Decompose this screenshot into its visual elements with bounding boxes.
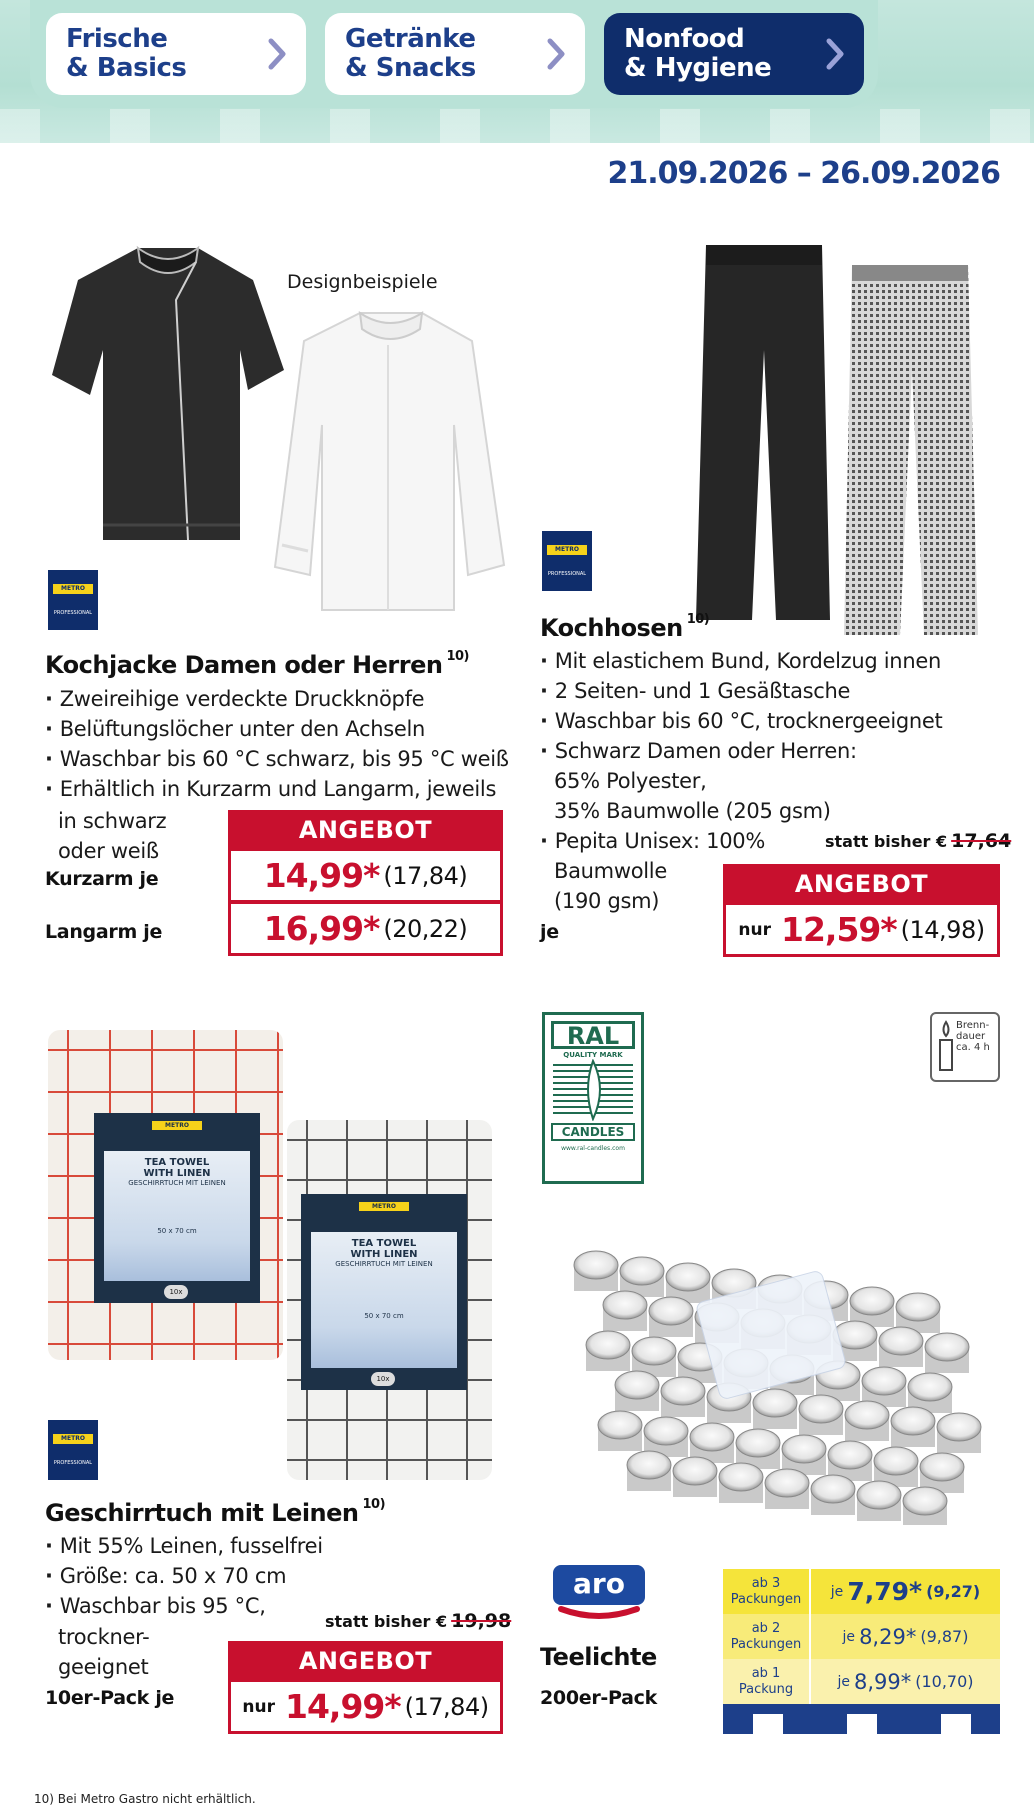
feature-item: · Größe: ca. 50 x 70 cm xyxy=(45,1561,345,1591)
feature-item: · Zweireihige verdeckte Druckknöpfe xyxy=(45,684,515,714)
feature-item: · Mit 55% Leinen, fusselfrei xyxy=(45,1531,345,1561)
je-label: je xyxy=(842,1628,856,1645)
old-price: 19,98 xyxy=(451,1610,512,1632)
nur-label: nur xyxy=(738,919,771,940)
footnote-ref: 10) xyxy=(446,649,469,664)
candle-flame-graphic xyxy=(545,1059,641,1121)
pepita-chef-pants-image xyxy=(840,260,985,640)
burn-time-text: Brenn- dauer ca. 4 h xyxy=(956,1020,990,1053)
product-title: Kochjacke Damen oder Herren xyxy=(45,651,443,679)
tab-label: Nonfood & Hygiene xyxy=(624,24,772,83)
pallet-base xyxy=(723,1704,1000,1734)
kochhosen-title xyxy=(540,614,709,642)
quantity-price-table xyxy=(723,1569,1000,1734)
feature-item: · Mit elastichem Bund, Kordelzug innen xyxy=(540,646,1010,676)
feature-item: · Waschbar bis 60 °C, trocknergeeignet xyxy=(540,706,1010,736)
metro-professional-badge xyxy=(48,1420,98,1480)
metro-logo: METRO xyxy=(359,1202,409,1211)
unit-label: 200er-Pack xyxy=(540,1687,657,1709)
professional-label: PROFESSIONAL xyxy=(547,571,587,577)
candle-icon xyxy=(936,1020,956,1074)
qty-line: ab 1 xyxy=(751,1665,781,1681)
nur-label: nur xyxy=(242,1696,275,1717)
tier-price xyxy=(809,1569,1000,1614)
tab-getraenke-snacks[interactable] xyxy=(325,13,585,95)
date-range: 21.09.2026 – 26.09.2026 xyxy=(607,156,1000,191)
ral-url: www.ral-candles.com xyxy=(561,1145,625,1152)
composition-line: 65% Polyester, xyxy=(554,769,707,793)
feature-item: · Waschbar bis 60 °C schwarz, bis 95 °C weiß xyxy=(45,744,515,774)
composition-line: 35% Baumwolle (205 gsm) xyxy=(554,799,831,823)
tier-price xyxy=(809,1659,1000,1704)
product-title: Geschirrtuch mit Leinen xyxy=(45,1499,359,1527)
tier-gross: (9,87) xyxy=(920,1627,969,1646)
langarm-label: Langarm je xyxy=(45,921,163,943)
package-count: 10x xyxy=(164,1285,188,1299)
candles-text: CANDLES xyxy=(551,1123,635,1141)
package-line: WITH LINEN xyxy=(350,1249,418,1260)
tier-gross: (10,70) xyxy=(915,1672,974,1691)
tab-frische-basics[interactable] xyxy=(46,13,306,95)
qty-line: Packungen xyxy=(730,1591,802,1607)
metro-logo: METRO xyxy=(53,1434,93,1444)
offer-header: ANGEBOT xyxy=(723,864,1000,904)
aro-logo xyxy=(553,1565,645,1621)
quality-mark-text: QUALITY MARK xyxy=(563,1051,623,1059)
footnote-ref: 10) xyxy=(362,1497,386,1512)
feature-item: · Pepita Unisex: 100% xyxy=(540,826,765,856)
tier-quantity xyxy=(723,1614,809,1659)
package-size: 50 x 70 cm xyxy=(157,1227,197,1235)
feature-continuation: oder weiß xyxy=(58,839,159,863)
tier-quantity xyxy=(723,1569,809,1614)
black-chef-pants-image xyxy=(690,240,835,625)
tab-label: Frische & Basics xyxy=(66,24,187,83)
kochjacke-features xyxy=(45,684,515,804)
tier-price-value: 8,29* xyxy=(859,1624,917,1649)
tier-price-value: 8,99* xyxy=(853,1669,912,1694)
kurzarm-price-box xyxy=(228,848,503,903)
offer-price: 16,99* xyxy=(263,909,380,948)
geschirrtuch-features xyxy=(45,1531,345,1621)
qty-line: ab 2 xyxy=(751,1620,781,1636)
pepita-continuation: (190 gsm) xyxy=(554,889,660,913)
tier-quantity xyxy=(723,1659,809,1704)
offer-header: ANGEBOT xyxy=(228,810,503,850)
chevron-right-icon xyxy=(824,36,846,72)
gross-price: (17,84) xyxy=(383,861,468,890)
gross-price: (17,84) xyxy=(404,1692,489,1721)
qty-line: ab 3 xyxy=(751,1575,781,1591)
footnote: 10) Bei Metro Gastro nicht erhältlich. xyxy=(34,1792,256,1806)
statt-label: statt bisher € xyxy=(325,1612,448,1631)
package-line: TEA TOWEL xyxy=(144,1157,210,1168)
tealights-image xyxy=(556,1225,988,1525)
package-count: 10x xyxy=(371,1372,395,1386)
package-line: TEA TOWEL xyxy=(351,1238,417,1249)
product-title: Kochhosen xyxy=(540,614,683,642)
feature-item: · 2 Seiten- und 1 Gesäßtasche xyxy=(540,676,1010,706)
feature-continuation: trockner- xyxy=(58,1625,150,1649)
gross-price: (14,98) xyxy=(900,915,985,944)
offer-price: 14,99* xyxy=(263,856,380,895)
metro-logo: METRO xyxy=(53,584,93,594)
feature-item: · Schwarz Damen oder Herren: xyxy=(540,736,1010,766)
qty-line: Packung xyxy=(738,1681,794,1697)
feature-item: · Waschbar bis 95 °C, xyxy=(45,1591,345,1621)
package-label xyxy=(311,1232,457,1368)
tea-towel-image-1 xyxy=(48,1030,283,1360)
professional-label: PROFESSIONAL xyxy=(53,1460,93,1466)
metro-logo: METRO xyxy=(152,1121,202,1130)
offer-price: 12,59* xyxy=(781,910,897,949)
black-chef-jacket-image xyxy=(48,240,288,550)
kochhosen-features xyxy=(540,646,1010,766)
qty-line: Packungen xyxy=(730,1636,802,1652)
metro-logo: METRO xyxy=(547,545,587,555)
ral-text: RAL xyxy=(551,1021,635,1049)
feature-continuation: in schwarz xyxy=(58,809,167,833)
package-size: 50 x 70 cm xyxy=(364,1312,404,1320)
unit-label: 10er-Pack je xyxy=(45,1687,175,1709)
geschirrtuch-title xyxy=(45,1499,385,1527)
ral-quality-mark-logo xyxy=(542,1012,644,1184)
towel-packaging xyxy=(94,1113,260,1303)
pepita-feature xyxy=(540,826,765,856)
tea-towel-image-2 xyxy=(287,1120,492,1480)
chevron-right-icon xyxy=(266,36,288,72)
category-nav xyxy=(30,0,878,108)
offer-price: 14,99* xyxy=(285,1687,401,1726)
package-label xyxy=(104,1151,250,1281)
langarm-price-box xyxy=(228,901,503,956)
tab-label: Getränke & Snacks xyxy=(345,24,476,83)
metro-professional-badge xyxy=(48,570,98,630)
package-line: WITH LINEN xyxy=(143,1168,211,1179)
kochjacke-title xyxy=(45,651,469,679)
gross-price: (20,22) xyxy=(383,914,468,943)
pepita-continuation: Baumwolle xyxy=(554,859,667,883)
tier-price xyxy=(809,1614,1000,1659)
kurzarm-label: Kurzarm je xyxy=(45,868,159,890)
statt-label: statt bisher € xyxy=(825,832,948,851)
geschirrtuch-price-box xyxy=(228,1679,503,1734)
chevron-right-icon xyxy=(545,36,567,72)
tab-nonfood-hygiene[interactable] xyxy=(604,13,864,95)
teelichte-title: Teelichte xyxy=(540,1643,657,1671)
professional-label: PROFESSIONAL xyxy=(53,610,93,616)
package-line: GESCHIRRTUCH MIT LEINEN xyxy=(128,1179,226,1187)
tier-gross: (9,27) xyxy=(926,1582,981,1601)
je-label: je xyxy=(830,1583,844,1600)
metro-professional-badge xyxy=(542,531,592,591)
offer-header: ANGEBOT xyxy=(228,1641,503,1681)
tier-row xyxy=(723,1659,1000,1704)
unit-label: je xyxy=(540,921,559,943)
feature-item: · Erhältlich in Kurzarm und Langarm, jeweils xyxy=(45,774,515,804)
tier-row xyxy=(723,1614,1000,1659)
old-price: 17,64 xyxy=(951,830,1012,852)
je-label: je xyxy=(837,1673,850,1690)
feature-continuation: geeignet xyxy=(58,1655,149,1679)
previous-price xyxy=(825,830,1011,852)
white-chef-jacket-image xyxy=(272,305,507,615)
tier-row xyxy=(723,1569,1000,1614)
burn-time-badge xyxy=(930,1012,1000,1082)
kochhosen-price-box xyxy=(723,902,1000,957)
package-line: GESCHIRRTUCH MIT LEINEN xyxy=(335,1260,433,1268)
towel-packaging xyxy=(301,1194,467,1390)
previous-price xyxy=(325,1610,511,1632)
aro-text: aro xyxy=(573,1567,625,1600)
footnote-ref: 10) xyxy=(686,612,710,627)
image-caption: Designbeispiele xyxy=(287,271,438,293)
feature-item: · Belüftungslöcher unter den Achseln xyxy=(45,714,515,744)
tier-price-value: 7,79* xyxy=(847,1577,923,1606)
